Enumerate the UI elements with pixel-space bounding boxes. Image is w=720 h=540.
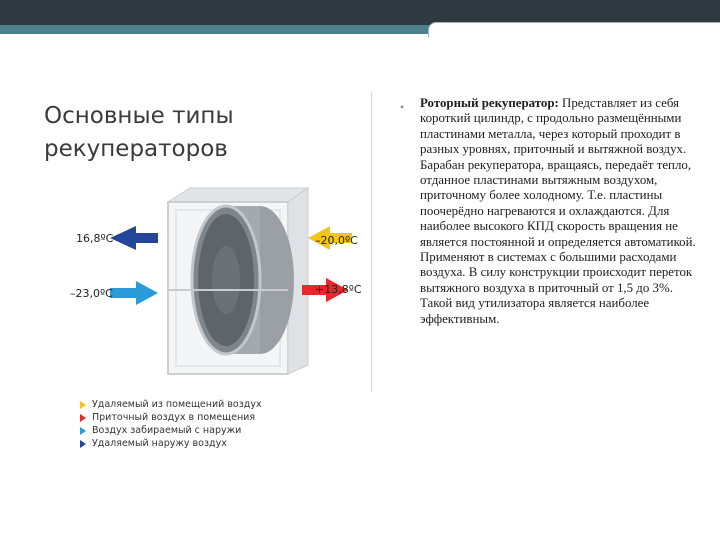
top-bar-notch — [428, 22, 720, 37]
legend-item-label: Приточный воздух в помещения — [92, 412, 256, 423]
legend-item — [80, 424, 340, 437]
slide-title: Основные типы рекуператоров — [44, 103, 234, 162]
bullet-body: Представляет из себя короткий цилиндр, с продольно размещёнными пластинами металла, через который проходит в разных уровнях, приточный и вытяжной воздух. Барабан рекуператора, вращаясь, передаёт тепло, отданное пластинами вытяжным воздухом, приточному более холодному. Т.е. пластины поочерёдно нагреваются и охлаждаются. Для наиболее высокого КПД скорость вращения не является постоянной и определяется автоматикой. Применяют в системах с большими расходами воздуха. В силу конструкции происходит переток вытяжного воздуха в приточный от 1,5 до 3%. Такой вид утилизатора является наиболее эффективным. — [420, 96, 696, 326]
outdoor-in-arrow — [110, 281, 158, 305]
legend-item-label: Воздух забираемый с наружи — [92, 425, 242, 436]
temp-label-top-right: –20,0ºC — [315, 234, 358, 247]
legend-item — [80, 398, 340, 411]
temp-label-top-left: 16,8ºC — [76, 232, 114, 245]
figure-legend — [80, 398, 340, 450]
legend-item — [80, 411, 340, 424]
exhaust-out-arrow — [110, 226, 158, 250]
legend-item-label: Удаляемый наружу воздух — [92, 438, 227, 449]
legend-marker-icon — [80, 440, 86, 448]
legend-marker-icon — [80, 401, 86, 409]
legend-item — [80, 437, 340, 450]
bullet-text — [420, 96, 698, 327]
temp-label-bottom-left: –23,0ºC — [70, 287, 113, 300]
legend-item-label: Удаляемый из помещений воздух — [92, 399, 262, 410]
temp-label-bottom-right: +13,8ºC — [315, 283, 362, 296]
bullet-icon: • — [400, 100, 405, 114]
bullet-heading: Роторный рекуператор: — [420, 96, 559, 110]
legend-marker-icon — [80, 427, 86, 435]
legend-marker-icon — [80, 414, 86, 422]
